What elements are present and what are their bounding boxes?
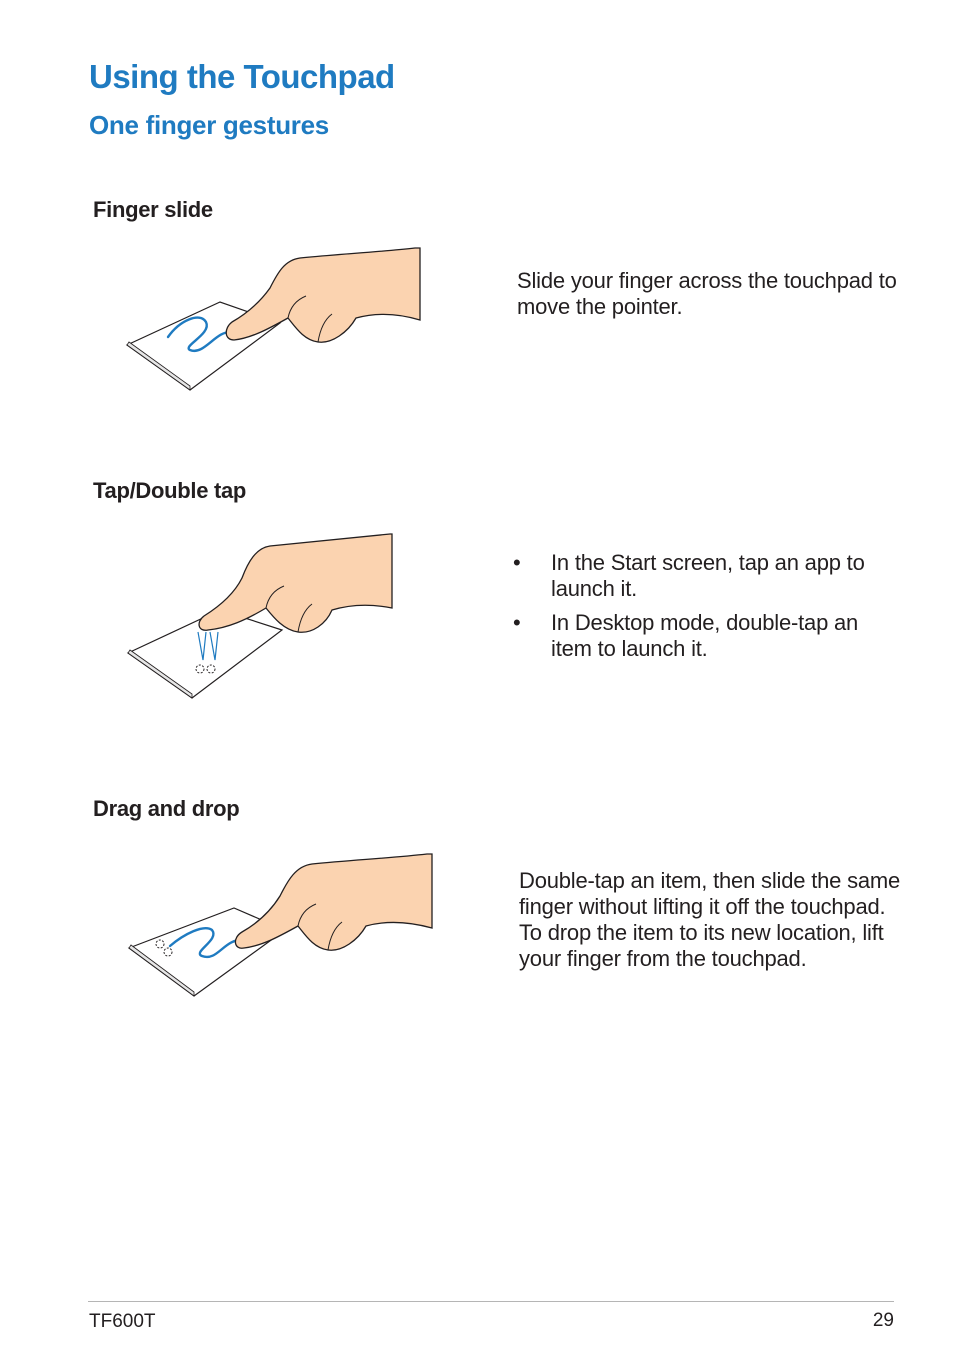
- finger-slide-description: Slide your finger across the touchpad to move the pointer.: [517, 268, 897, 319]
- section-heading-drag-and-drop: Drag and drop: [93, 796, 240, 821]
- hand-shape: [199, 534, 392, 632]
- section-heading-finger-slide: Finger slide: [93, 197, 213, 222]
- bullet-icon: •: [513, 610, 521, 635]
- list-item: • In the Start screen, tap an app to launch it.: [513, 550, 865, 601]
- section-heading-tap-double-tap: Tap/Double tap: [93, 478, 247, 503]
- drag-and-drop-illustration: [122, 848, 437, 1003]
- footer-divider: [88, 1301, 894, 1302]
- page-subtitle: One finger gestures: [89, 110, 329, 140]
- finger-slide-illustration: [120, 240, 430, 395]
- tap-illustration: [120, 528, 410, 703]
- footer-model-name: TF600T: [89, 1311, 156, 1332]
- drag-and-drop-description: Double-tap an item, then slide the same finger without lifting it off the touchpad. To drop the item to its new location, lift your finger from the touchpad.: [519, 868, 901, 971]
- list-item: • In Desktop mode, double-tap an item to launch it.: [513, 610, 859, 661]
- page-number: 29: [872, 1310, 894, 1331]
- bullet-icon: •: [513, 550, 521, 575]
- page-title: Using the Touchpad: [89, 58, 395, 95]
- tap-bullet-list: [510, 550, 890, 670]
- hand-shape: [235, 854, 432, 950]
- hand-shape: [226, 248, 420, 342]
